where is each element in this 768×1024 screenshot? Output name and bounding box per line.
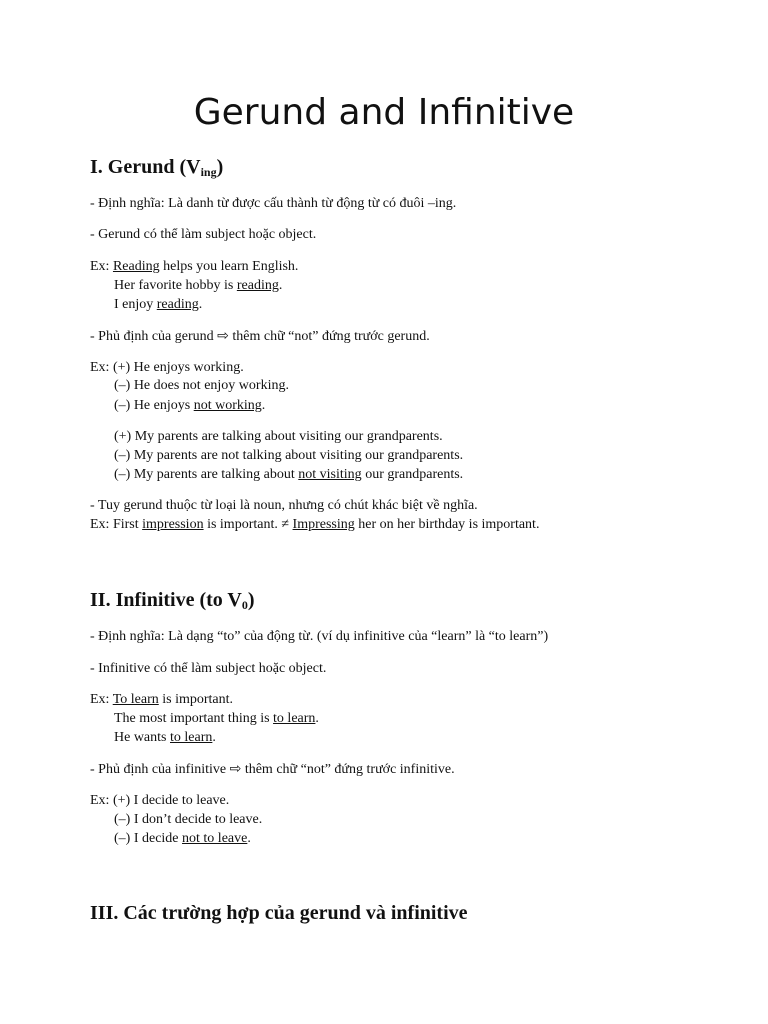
gerund-meaning-example xyxy=(90,515,539,534)
infinitive-negation-rule: - Phủ định của infinitive ⇨ thêm chữ “not” đứng trước infinitive. xyxy=(90,762,455,777)
underlined-term: not to leave xyxy=(182,831,248,846)
text: (–) I decide xyxy=(114,831,183,846)
underlined-term: To learn xyxy=(112,692,159,707)
underlined-term: to learn xyxy=(273,711,316,726)
text: our grandparents. xyxy=(361,467,464,482)
gerund-negation-example-2: (–) He does not enjoy working. xyxy=(114,378,289,393)
text: Ex: First xyxy=(90,517,143,532)
text: . xyxy=(315,711,319,726)
text: . xyxy=(278,278,283,293)
gerund-example-2 xyxy=(90,276,282,295)
underlined-term: reading xyxy=(156,297,199,312)
gerund-negation-rule: - Phủ định của gerund ⇨ thêm chữ “not” đứng trước gerund. xyxy=(90,329,430,344)
section-heading-infinitive xyxy=(90,589,255,612)
text: Ex: xyxy=(90,692,113,707)
underlined-term: Reading xyxy=(112,259,160,274)
section-heading-gerund xyxy=(90,156,223,179)
gerund-example-3 xyxy=(90,295,202,314)
gerund-negation-example-5: (–) My parents are not talking about visiting our grandparents. xyxy=(114,448,464,463)
infinitive-definition: - Định nghĩa: Là dạng “to” của động từ. (ví dụ infinitive của “learn” là “to learn”) xyxy=(90,629,549,644)
infinitive-negation-example-3 xyxy=(90,829,251,848)
underlined-term: Impressing xyxy=(292,517,355,532)
text: (–) He enjoys xyxy=(114,398,194,413)
text: her on her birthday is important. xyxy=(354,517,540,532)
infinitive-role: - Infinitive có thể làm subject hoặc object. xyxy=(90,661,327,676)
text: . xyxy=(198,297,203,312)
gerund-definition: - Định nghĩa: Là danh từ được cấu thành từ động từ có đuôi –ing. xyxy=(90,196,457,211)
text: He wants xyxy=(114,730,170,745)
text: . xyxy=(212,730,216,745)
text: Her favorite hobby is xyxy=(114,278,237,293)
infinitive-example-1 xyxy=(90,690,233,709)
gerund-example-1 xyxy=(90,257,298,276)
heading-text: I. Gerund (V xyxy=(90,156,201,178)
text: (–) My parents are talking about xyxy=(114,467,299,482)
text: . xyxy=(247,831,251,846)
heading-subscript: ing xyxy=(200,165,217,179)
heading-text: II. Infinitive (to V xyxy=(90,589,242,611)
section-heading-cases: III. Các trường hợp của gerund và infinitive xyxy=(90,902,468,924)
heading-close: ) xyxy=(247,589,255,611)
text: is important. xyxy=(158,692,234,707)
infinitive-example-3 xyxy=(90,728,216,747)
text: . xyxy=(261,398,266,413)
gerund-role: - Gerund có thể làm subject hoặc object. xyxy=(90,227,317,242)
text: I enjoy xyxy=(114,297,157,312)
underlined-term: not working xyxy=(193,398,262,413)
text: helps you learn English. xyxy=(159,259,299,274)
infinitive-negation-example-1: Ex: (+) I decide to leave. xyxy=(90,793,230,808)
underlined-term: to learn xyxy=(170,730,213,745)
gerund-negation-example-6 xyxy=(90,465,463,484)
text: is important. ≠ xyxy=(203,517,293,532)
infinitive-negation-example-2: (–) I don’t decide to leave. xyxy=(114,812,263,827)
gerund-negation-example-3 xyxy=(90,396,265,415)
text: Ex: xyxy=(90,259,113,274)
page-title: Gerund and Infinitive xyxy=(193,92,575,133)
gerund-meaning-note: - Tuy gerund thuộc từ loại là noun, nhưng có chút khác biệt về nghĩa. xyxy=(90,498,478,513)
gerund-negation-example-1: Ex: (+) He enjoys working. xyxy=(90,360,244,375)
gerund-negation-example-4: (+) My parents are talking about visiting our grandparents. xyxy=(114,429,443,444)
underlined-term: not visiting xyxy=(298,467,362,482)
underlined-term: impression xyxy=(142,517,204,532)
underlined-term: reading xyxy=(236,278,279,293)
text: The most important thing is xyxy=(114,711,274,726)
heading-subscript: 0 xyxy=(241,598,248,612)
infinitive-example-2 xyxy=(90,709,319,728)
heading-close: ) xyxy=(216,156,224,178)
